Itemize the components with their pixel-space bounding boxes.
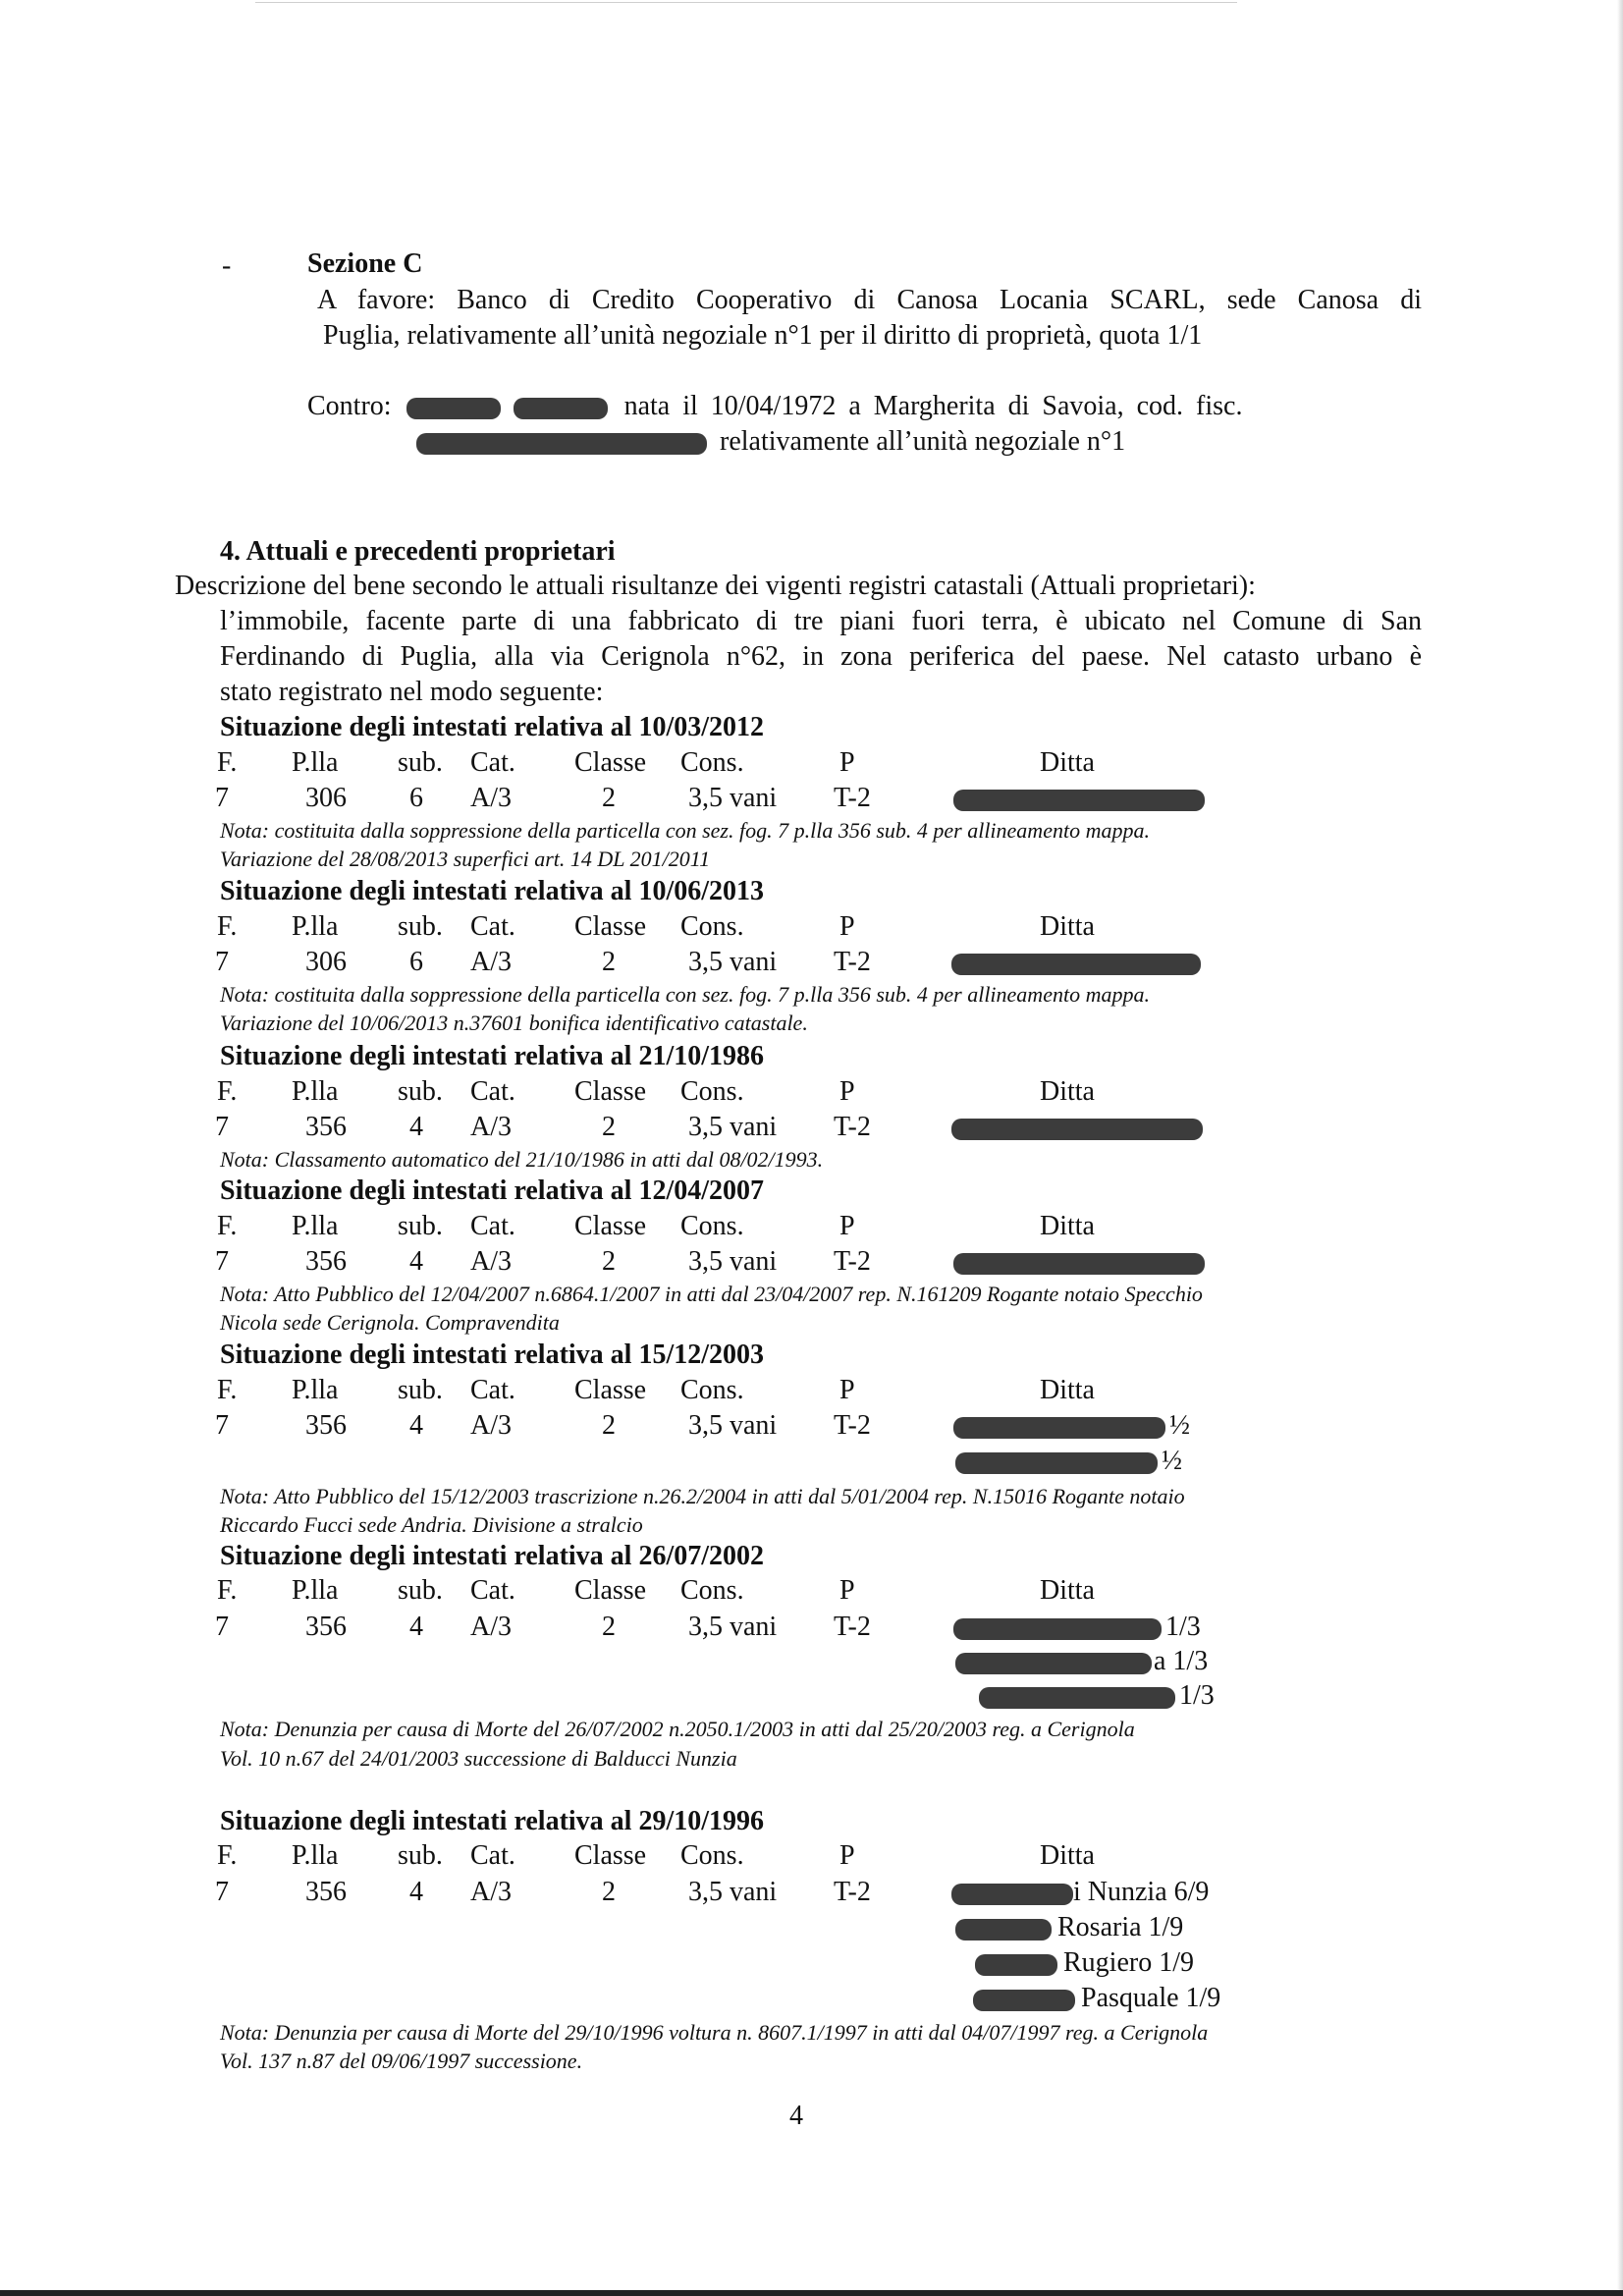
cell-ditta xyxy=(955,1445,1182,1478)
intro-line-4: stato registrato nel modo seguente: xyxy=(220,677,604,707)
cell-cat: A/3 xyxy=(470,1112,512,1142)
header-f: F. xyxy=(217,1375,238,1405)
cell-p: T-2 xyxy=(834,1612,871,1642)
contro-unit: relativamente all’unità negoziale n°1 xyxy=(720,426,1126,457)
header-cons: Cons. xyxy=(680,1076,744,1107)
note-line-2: Riccardo Fucci sede Andria. Divisione a stralcio xyxy=(220,1512,643,1537)
table-row xyxy=(0,1445,1623,1478)
header-p: P xyxy=(839,1211,855,1241)
scan-right-shadow xyxy=(1617,0,1623,2296)
cell-f: 7 xyxy=(215,1112,229,1142)
header-classe: Classe xyxy=(574,1375,647,1405)
header-plla: P.lla xyxy=(292,911,339,942)
header-p: P xyxy=(839,747,855,778)
situation-title: Situazione degli intestati relativa al 26/07/2002 xyxy=(220,1541,765,1571)
note-line-2: Variazione del 10/06/2013 n.37601 bonifica identificativo catastale. xyxy=(220,1011,808,1035)
table-header-row xyxy=(0,1839,1623,1873)
header-sub: sub. xyxy=(398,1575,443,1606)
header-sub: sub. xyxy=(398,1211,443,1241)
cell-ditta xyxy=(951,1876,1209,1909)
cell-p: T-2 xyxy=(834,1246,871,1277)
cell-cons: 3,5 vani xyxy=(688,1112,778,1142)
cell-sub: 4 xyxy=(409,1877,423,1907)
cell-plla: 306 xyxy=(305,783,347,813)
cell-sub: 4 xyxy=(409,1246,423,1277)
table-row xyxy=(0,1111,1623,1144)
table-row xyxy=(0,946,1623,979)
cell-plla: 356 xyxy=(305,1112,347,1142)
table-header-row xyxy=(0,746,1623,780)
redacted-owner xyxy=(973,1990,1075,2011)
owner-quota: 1/3 xyxy=(1179,1680,1215,1711)
cell-ditta xyxy=(975,1946,1194,1980)
cell-p: T-2 xyxy=(834,1112,871,1142)
table-header-row xyxy=(0,1075,1623,1109)
header-cat: Cat. xyxy=(470,1840,515,1871)
situation-title: Situazione degli intestati relativa al 21/10/1986 xyxy=(220,1041,765,1071)
owner-quota: ½ xyxy=(1162,1446,1182,1476)
cell-cat: A/3 xyxy=(470,1246,512,1277)
page-number: 4 xyxy=(789,2101,803,2131)
scan-bottom-edge xyxy=(0,2290,1623,2296)
situation-title: Situazione degli intestati relativa al 29/10/1996 xyxy=(220,1806,765,1836)
contro-label: Contro: xyxy=(307,391,392,421)
header-plla: P.lla xyxy=(292,1076,339,1107)
header-sub: sub. xyxy=(398,1840,443,1871)
header-sub: sub. xyxy=(398,911,443,942)
table-row xyxy=(0,1245,1623,1279)
table-row xyxy=(0,1611,1623,1644)
table-header-row xyxy=(0,910,1623,944)
cell-ditta xyxy=(973,1982,1220,2015)
table-row xyxy=(0,1876,1623,1909)
cell-classe: 2 xyxy=(602,1877,616,1907)
redacted-fiscal-code xyxy=(416,433,707,455)
situation-title: Situazione degli intestati relativa al 10/06/2013 xyxy=(220,876,765,906)
intro-line-2: l’immobile, facente parte di una fabbricato di tre piani fuori terra, è ubicato nel Comune di San xyxy=(220,606,1422,636)
cell-classe: 2 xyxy=(602,947,616,977)
cell-p: T-2 xyxy=(834,947,871,977)
cell-ditta xyxy=(953,1245,1205,1279)
situation-title: Situazione degli intestati relativa al 12/04/2007 xyxy=(220,1175,765,1206)
note-line-1: Nota: Atto Pubblico del 15/12/2003 trascrizione n.26.2/2004 in atti dal 5/01/2004 rep. N.15016 Rogante notaio xyxy=(220,1484,1185,1508)
header-f: F. xyxy=(217,747,238,778)
cell-plla: 356 xyxy=(305,1612,347,1642)
header-ditta: Ditta xyxy=(1040,1076,1095,1107)
note-line-1: Nota: Denunzia per causa di Morte del 29/10/1996 voltura n. 8607.1/1997 in atti dal 04/07/1997 reg. a Cerignola xyxy=(220,2020,1209,2045)
cell-f: 7 xyxy=(215,1410,229,1441)
table-row xyxy=(0,1409,1623,1443)
owner-quota: 1/3 xyxy=(1165,1612,1201,1642)
redacted-owner xyxy=(955,1919,1052,1941)
cell-ditta xyxy=(955,1645,1208,1678)
header-classe: Classe xyxy=(574,1076,647,1107)
note-line-1: Nota: costituita dalla soppressione della particella con sez. fog. 7 p.lla 356 sub. 4 per allineamento mappa. xyxy=(220,982,1150,1007)
note-line-2: Variazione del 28/08/2013 superfici art. 14 DL 201/2011 xyxy=(220,847,711,871)
note-line-1: Nota: Denunzia per causa di Morte del 26/07/2002 n.2050.1/2003 in atti dal 25/20/2003 reg. a Cerignola xyxy=(220,1717,1135,1741)
header-plla: P.lla xyxy=(292,1840,339,1871)
redacted-owner xyxy=(979,1687,1175,1709)
redacted-owner xyxy=(951,954,1201,975)
header-plla: P.lla xyxy=(292,1211,339,1241)
header-sub: sub. xyxy=(398,1076,443,1107)
header-cat: Cat. xyxy=(470,747,515,778)
cell-p: T-2 xyxy=(834,1877,871,1907)
header-ditta: Ditta xyxy=(1040,911,1095,942)
note-line-1: Nota: Atto Pubblico del 12/04/2007 n.6864.1/2007 in atti dal 23/04/2007 rep. N.161209 Rogante notaio Specchio xyxy=(220,1282,1203,1306)
note-line-2: Vol. 10 n.67 del 24/01/2003 successione di Balducci Nunzia xyxy=(220,1746,737,1771)
table-header-row xyxy=(0,1210,1623,1243)
header-p: P xyxy=(839,1575,855,1606)
redacted-surname xyxy=(514,398,608,419)
header-cons: Cons. xyxy=(680,911,744,942)
header-p: P xyxy=(839,1076,855,1107)
cell-ditta xyxy=(951,1111,1203,1144)
header-classe: Classe xyxy=(574,1840,647,1871)
table-header-row xyxy=(0,1374,1623,1407)
header-f: F. xyxy=(217,1840,238,1871)
situation-title: Situazione degli intestati relativa al 15/12/2003 xyxy=(220,1339,765,1370)
cell-sub: 4 xyxy=(409,1612,423,1642)
table-header-row xyxy=(0,1574,1623,1608)
header-classe: Classe xyxy=(574,911,647,942)
header-ditta: Ditta xyxy=(1040,1575,1095,1606)
cell-f: 7 xyxy=(215,1246,229,1277)
cell-classe: 2 xyxy=(602,1246,616,1277)
owner-quota: i Nunzia 6/9 xyxy=(1073,1877,1210,1907)
table-row xyxy=(0,1679,1623,1713)
cell-cons: 3,5 vani xyxy=(688,947,778,977)
header-cat: Cat. xyxy=(470,911,515,942)
header-cat: Cat. xyxy=(470,1575,515,1606)
cell-plla: 356 xyxy=(305,1246,347,1277)
header-f: F. xyxy=(217,1211,238,1241)
cell-cat: A/3 xyxy=(470,947,512,977)
intro-line-1: Descrizione del bene secondo le attuali risultanze dei vigenti registri catastali (Attuali proprietari): xyxy=(175,571,1256,601)
redacted-owner xyxy=(951,1884,1073,1905)
contro-line-1 xyxy=(307,390,1422,423)
owner-quota: Rosaria 1/9 xyxy=(1057,1912,1184,1942)
cell-plla: 356 xyxy=(305,1410,347,1441)
cell-sub: 6 xyxy=(409,947,423,977)
note-line-1: Nota: costituita dalla soppressione della particella con sez. fog. 7 p.lla 356 sub. 4 per allineamento mappa. xyxy=(220,818,1150,843)
header-cat: Cat. xyxy=(470,1211,515,1241)
cell-sub: 4 xyxy=(409,1410,423,1441)
note-line-2: Nicola sede Cerignola. Compravendita xyxy=(220,1310,560,1335)
cell-f: 7 xyxy=(215,783,229,813)
contro-birth: nata il 10/04/1972 a Margherita di Savoia, cod. fisc. xyxy=(623,391,1243,421)
header-cons: Cons. xyxy=(680,1840,744,1871)
header-cons: Cons. xyxy=(680,1375,744,1405)
situation-title: Situazione degli intestati relativa al 10/03/2012 xyxy=(220,712,765,742)
owner-quota: a 1/3 xyxy=(1154,1646,1209,1676)
intro-line-3: Ferdinando di Puglia, alla via Cerignola n°62, in zona periferica del paese. Nel catasto urbano è xyxy=(220,641,1422,672)
header-f: F. xyxy=(217,1575,238,1606)
cell-sub: 6 xyxy=(409,783,423,813)
cell-ditta xyxy=(953,1611,1201,1644)
header-cat: Cat. xyxy=(470,1076,515,1107)
cell-cons: 3,5 vani xyxy=(688,1877,778,1907)
cell-cat: A/3 xyxy=(470,1612,512,1642)
header-cons: Cons. xyxy=(680,1211,744,1241)
contro-line-2 xyxy=(416,425,1125,459)
header-f: F. xyxy=(217,911,238,942)
header-cons: Cons. xyxy=(680,747,744,778)
header-classe: Classe xyxy=(574,747,647,778)
section-4-heading: 4. Attuali e precedenti proprietari xyxy=(220,536,616,567)
header-ditta: Ditta xyxy=(1040,1840,1095,1871)
cell-cons: 3,5 vani xyxy=(688,1246,778,1277)
favore-line-2: Puglia, relativamente all’unità negoziale n°1 per il diritto di proprietà, quota 1/1 xyxy=(323,320,1203,351)
redacted-owner xyxy=(953,1618,1162,1640)
header-ditta: Ditta xyxy=(1040,1375,1095,1405)
header-plla: P.lla xyxy=(292,1575,339,1606)
cell-plla: 306 xyxy=(305,947,347,977)
cell-ditta xyxy=(953,1409,1190,1443)
header-ditta: Ditta xyxy=(1040,747,1095,778)
header-sub: sub. xyxy=(398,747,443,778)
list-dash: - xyxy=(222,250,232,281)
cell-classe: 2 xyxy=(602,783,616,813)
header-sub: sub. xyxy=(398,1375,443,1405)
cell-ditta xyxy=(955,1911,1183,1944)
note-line-1: Nota: Classamento automatico del 21/10/1986 in atti dal 08/02/1993. xyxy=(220,1147,824,1172)
redacted-owner xyxy=(951,1119,1203,1140)
header-f: F. xyxy=(217,1076,238,1107)
table-row xyxy=(0,1946,1623,1980)
header-cat: Cat. xyxy=(470,1375,515,1405)
table-row xyxy=(0,1911,1623,1944)
sezione-c-title: Sezione C xyxy=(307,248,423,279)
header-classe: Classe xyxy=(574,1211,647,1241)
cell-cons: 3,5 vani xyxy=(688,783,778,813)
redacted-owner xyxy=(955,1653,1152,1674)
owner-quota: Rugiero 1/9 xyxy=(1063,1947,1194,1978)
table-row xyxy=(0,1645,1623,1678)
cell-cat: A/3 xyxy=(470,1410,512,1441)
cell-ditta xyxy=(951,946,1201,979)
table-row xyxy=(0,782,1623,815)
header-p: P xyxy=(839,1840,855,1871)
table-row xyxy=(0,1982,1623,2015)
header-ditta: Ditta xyxy=(1040,1211,1095,1241)
header-plla: P.lla xyxy=(292,1375,339,1405)
cell-ditta xyxy=(953,782,1205,815)
scan-top-line xyxy=(255,2,1237,3)
cell-cons: 3,5 vani xyxy=(688,1612,778,1642)
cell-f: 7 xyxy=(215,947,229,977)
header-p: P xyxy=(839,911,855,942)
cell-cat: A/3 xyxy=(470,783,512,813)
cell-classe: 2 xyxy=(602,1112,616,1142)
header-p: P xyxy=(839,1375,855,1405)
owner-quota: ½ xyxy=(1169,1410,1190,1441)
cell-cons: 3,5 vani xyxy=(688,1410,778,1441)
cell-f: 7 xyxy=(215,1612,229,1642)
cell-p: T-2 xyxy=(834,1410,871,1441)
redacted-owner xyxy=(975,1954,1057,1976)
cell-sub: 4 xyxy=(409,1112,423,1142)
redacted-owner xyxy=(953,790,1205,811)
redacted-owner xyxy=(953,1417,1165,1439)
note-line-2: Vol. 137 n.87 del 09/06/1997 successione. xyxy=(220,2049,583,2073)
redacted-owner xyxy=(953,1253,1205,1275)
redacted-name xyxy=(406,398,501,419)
header-classe: Classe xyxy=(574,1575,647,1606)
cell-ditta xyxy=(979,1679,1215,1713)
cell-plla: 356 xyxy=(305,1877,347,1907)
owner-quota: Pasquale 1/9 xyxy=(1081,1983,1221,2013)
cell-p: T-2 xyxy=(834,783,871,813)
redacted-owner xyxy=(955,1452,1158,1474)
favore-line-1: A favore: Banco di Credito Cooperativo di Canosa Locania SCARL, sede Canosa di xyxy=(317,285,1422,315)
cell-cat: A/3 xyxy=(470,1877,512,1907)
header-plla: P.lla xyxy=(292,747,339,778)
header-cons: Cons. xyxy=(680,1575,744,1606)
cell-classe: 2 xyxy=(602,1612,616,1642)
cell-f: 7 xyxy=(215,1877,229,1907)
cell-classe: 2 xyxy=(602,1410,616,1441)
